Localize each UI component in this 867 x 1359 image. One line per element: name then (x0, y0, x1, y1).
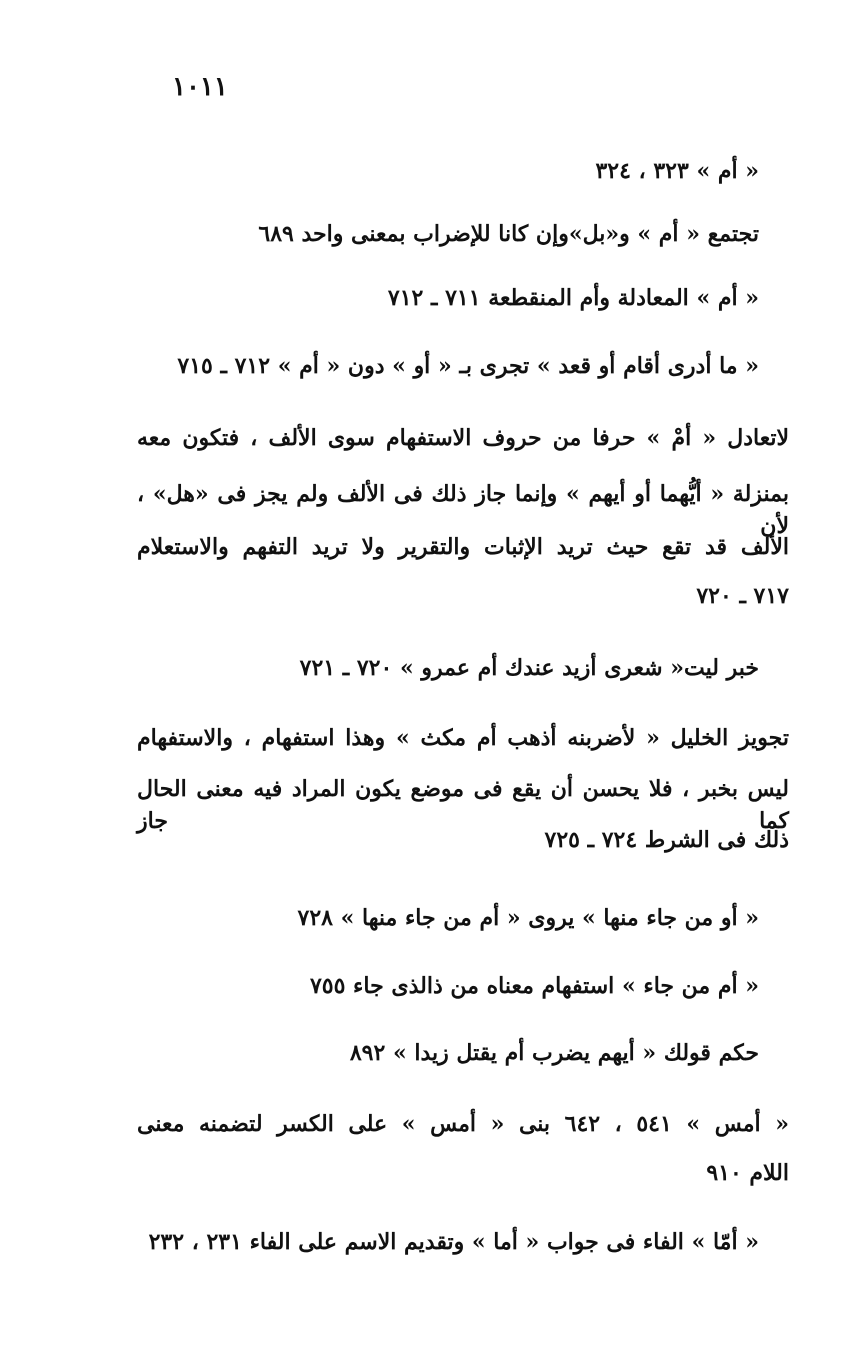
index-entry-line: تجتمع « أم » و«بل»وإن كانا للإضراب بمعنى واحد ٦٨٩ (258, 221, 759, 247)
index-entry-line: تجويز الخليل « لأضربنه أذهب أم مكث » وهذا استفهام ، والاستفهام (137, 725, 789, 751)
index-entry-line: « أو من جاء منها » يروى « أم من جاء منها » ٧٢٨ (297, 905, 759, 931)
page-number: ١٠١١ (172, 72, 228, 102)
index-entry-line: « ما أدرى أقام أو قعد » تجرى بـ « أو » دون « أم » ٧١٢ ـ ٧١٥ (177, 353, 759, 379)
index-entry-line: خبر ليت« شعرى أزيد عندك أم عمرو » ٧٢٠ ـ ٧٢١ (299, 655, 759, 681)
index-entry-line: اللام ٩١٠ (706, 1160, 789, 1186)
index-entry-line: لاتعادل « أمْ » حرفا من حروف الاستفهام سوى الألف ، فتكون معه (137, 425, 789, 451)
index-entry-line: ذلك فى الشرط ٧٢٤ ـ ٧٢٥ (544, 827, 789, 853)
index-entry-line: « أم من جاء » استفهام معناه من ذالذى جاء ٧٥٥ (309, 973, 759, 999)
index-entry-line: « أم » ٣٢٣ ، ٣٢٤ (595, 158, 759, 184)
index-entry-line: الألف قد تقع حيث تريد الإثبات والتقرير ولا تريد التفهم والاستعلام (137, 534, 789, 560)
index-entry-line: « أمس » ٥٤١ ، ٦٤٢ بنى « أمس » على الكسر لتضمنه معنى (137, 1111, 789, 1137)
index-entry-line: ٧١٧ ـ ٧٢٠ (696, 583, 789, 609)
index-entry-line: حكم قولك « أيهم يضرب أم يقتل زيدا » ٨٩٢ (349, 1040, 759, 1066)
index-entry-line: « أمّا » الفاء فى جواب « أما » وتقديم الاسم على الفاء ٢٣١ ، ٢٣٢ (148, 1229, 759, 1255)
index-entry-line: ليس بخبر ، فلا يحسن أن يقع فى موضع يكون المراد فيه معنى الحال كما جاز (137, 776, 789, 834)
index-entry-line: بمنزلة « أيُّهما أو أيهم » وإنما جاز ذلك فى الألف ولم يجز فى «هل» ، لأن (137, 481, 789, 539)
index-entry-line: « أم » المعادلة وأم المنقطعة ٧١١ ـ ٧١٢ (387, 285, 759, 311)
